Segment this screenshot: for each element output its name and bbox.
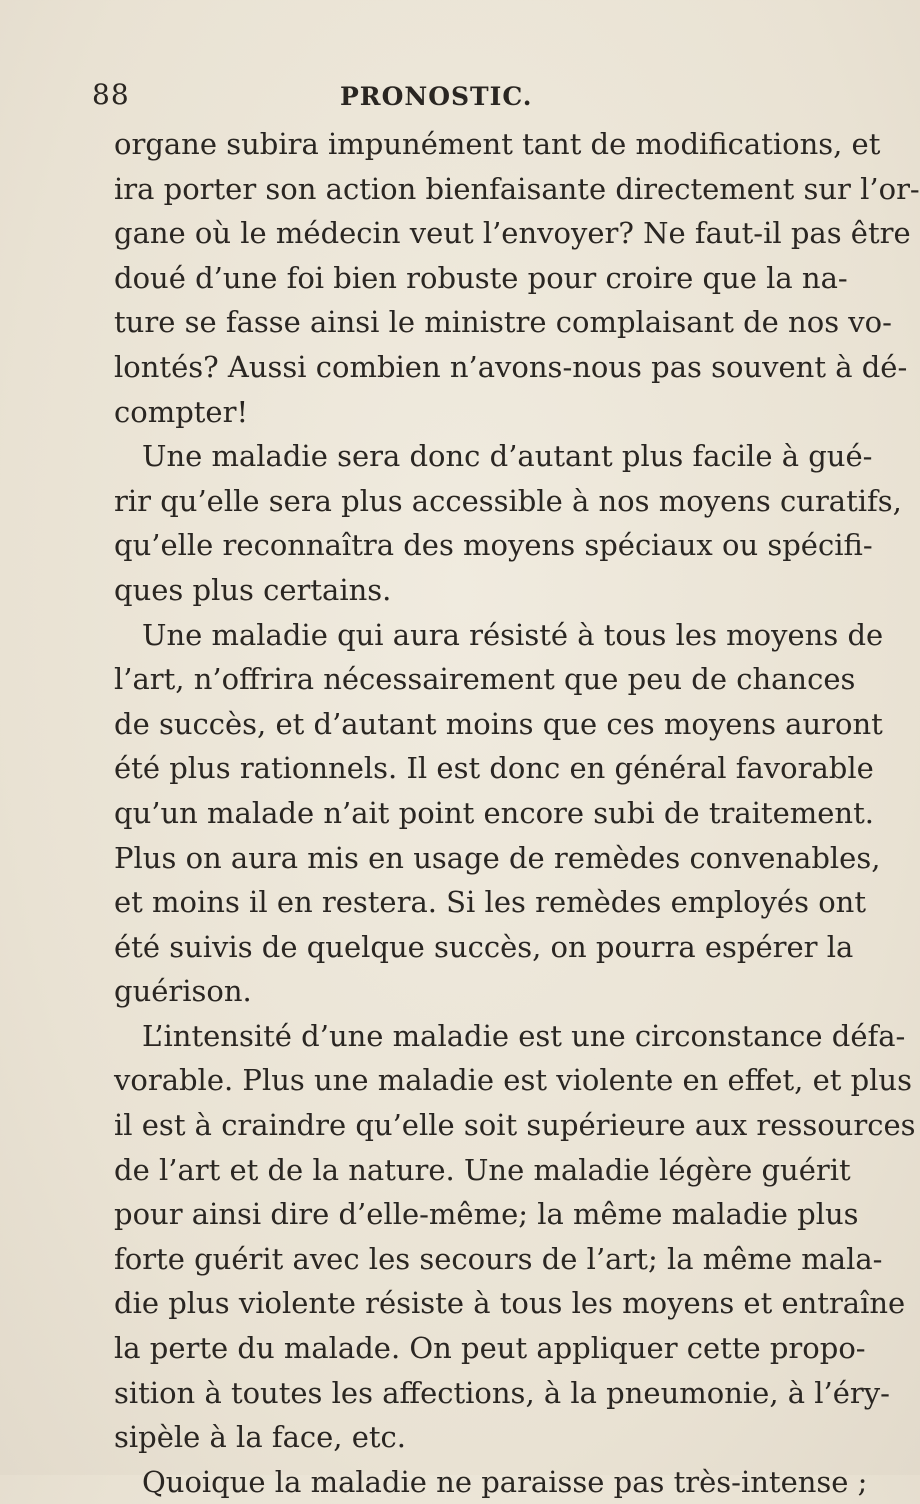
text-line: rir qu’elle sera plus accessible à nos moyens curatifs, (114, 483, 902, 518)
text-line: la perte du malade. On peut appliquer cette propo- (114, 1331, 866, 1366)
text-line: Plus on aura mis en usage de remèdes convenables, (114, 840, 881, 875)
text-line: guérison. (114, 974, 252, 1009)
text-line: doué d’une foi bien robuste pour croire que la na- (114, 260, 848, 295)
paragraph-first-line: Une maladie qui aura résisté à tous les moyens de (142, 617, 884, 652)
running-head: PRONOSTIC. (340, 82, 533, 111)
page-number: 88 (92, 78, 130, 111)
text-line: die plus violente résiste à tous les moyens et entraîne (114, 1286, 906, 1321)
text-line: compter! (114, 394, 249, 429)
text-line: ture se fasse ainsi le ministre complaisant de nos vo- (114, 305, 892, 340)
text-line: sipèle à la face, etc. (114, 1420, 406, 1455)
text-line: gane où le médecin veut l’envoyer? Ne faut-il pas être (114, 216, 911, 251)
text-line: lontés? Aussi combien n’avons-nous pas souvent à dé- (114, 349, 908, 384)
text-line: qu’elle reconnaîtra des moyens spéciaux ou spécifi- (114, 528, 873, 563)
text-line: forte guérit avec les secours de l’art; la même mala- (114, 1241, 883, 1276)
text-line: et moins il en restera. Si les remèdes employés ont (114, 885, 866, 920)
text-line: de succès, et d’autant moins que ces moyens auront (114, 706, 883, 741)
text-line: ira porter son action bienfaisante directement sur l’or- (114, 171, 920, 206)
body-text (114, 122, 920, 1504)
text-line: été plus rationnels. Il est donc en général favorable (114, 751, 874, 786)
text-line: qu’un malade n’ait point encore subi de traitement. (114, 795, 874, 830)
text-line: organe subira impunément tant de modifications, et (114, 127, 881, 161)
page-header (0, 78, 800, 118)
text-line: sition à toutes les affections, à la pneumonie, à l’éry- (114, 1375, 890, 1410)
text-line: pour ainsi dire d’elle-même; la même maladie plus (114, 1197, 859, 1232)
text-line: il est à craindre qu’elle soit supérieure aux ressources (114, 1108, 916, 1143)
text-line: été suivis de quelque succès, on pourra espérer la (114, 929, 854, 964)
text-line: de l’art et de la nature. Une maladie légère guérit (114, 1152, 851, 1187)
paragraph-first-line: L’intensité d’une maladie est une circonstance défa- (142, 1018, 906, 1053)
text-line: ques plus certains. (114, 572, 392, 607)
text-line: l’art, n’offrira nécessairement que peu de chances (114, 662, 856, 697)
text-line: vorable. Plus une maladie est violente en effet, et plus (114, 1063, 912, 1098)
paragraph-first-line: Une maladie sera donc d’autant plus facile à gué- (142, 439, 873, 474)
paragraph-first-line: Quoique la maladie ne paraisse pas très-intense ; (142, 1464, 868, 1499)
